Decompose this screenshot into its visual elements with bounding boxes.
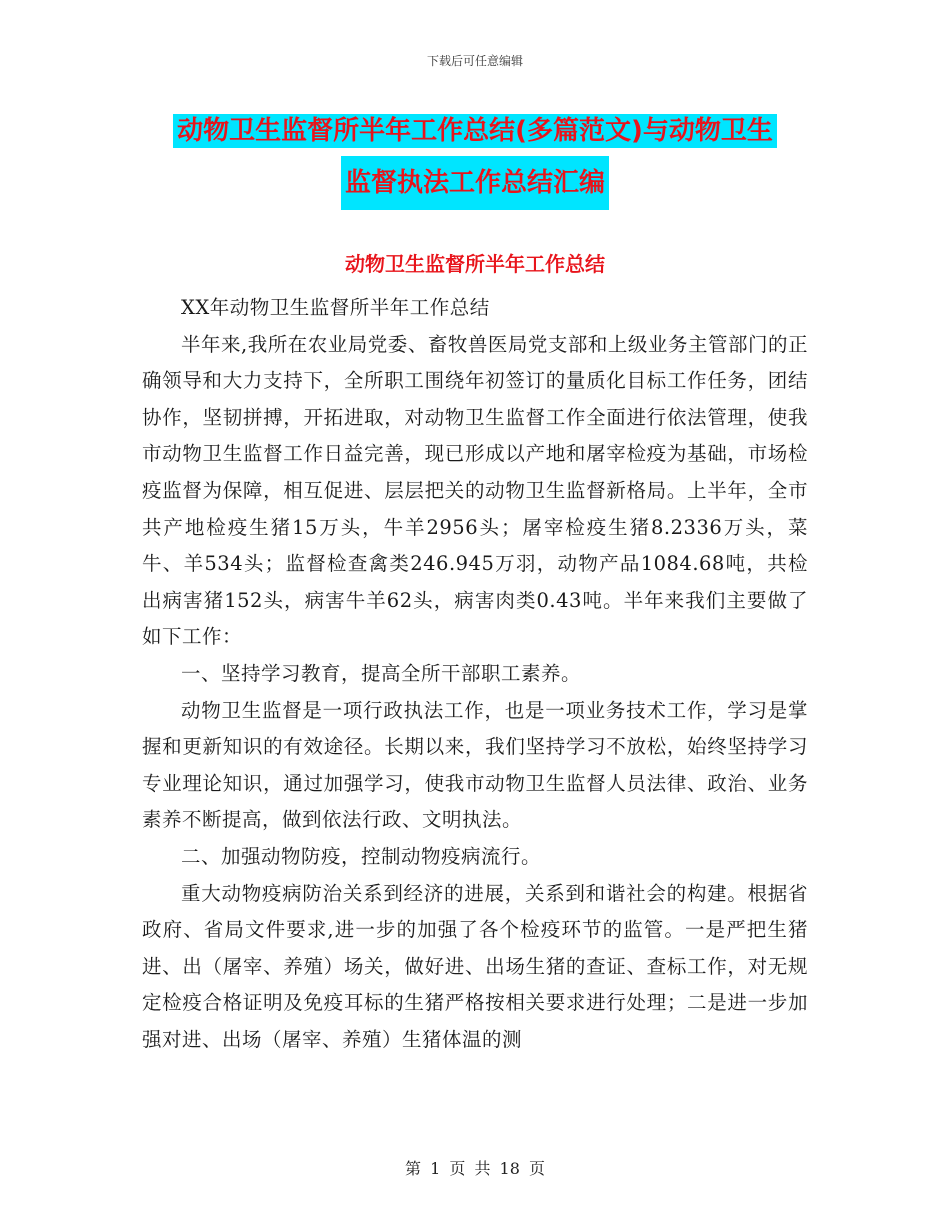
document-title-line1: 动物卫生监督所半年工作总结(多篇范文)与动物卫生 [173,114,777,148]
paragraph-heading-1: 一、坚持学习教育，提高全所干部职工素养。 [181,661,582,685]
paragraph: 半年来,我所在农业局党委、畜牧兽医局党支部和上级业务主管部门的正确领导和大力支持下，全所职工围绕年初签订的量质化目标工作任务，团结协作，坚韧拼搏，开拓进取，对动物卫生监督工作全面进行依法管理，使我市动物卫生监督工作日益完善，现已形成以产地和屠宰检疫为基础，市场检疫监督为保障，相互促进、层层把关的动物卫生监督新格局。上半年，全市共产地检疫生猪15万头，牛羊2956头；屠宰检疫生猪8.2336万头，菜牛、羊534头；监督检查禽类246.945万羽，动物产品1084.68吨，共检出病害猪152头，病害牛羊62头，病害肉类0.43吨。半年来我们主要做了如下工作： [142,332,808,649]
document-body [142,290,808,1058]
paragraph-subtitle: XX年动物卫生监督所半年工作总结 [181,296,490,319]
paragraph-heading-2: 二、加强动物防疫，控制动物疫病流行。 [181,844,542,868]
paragraph: 动物卫生监督是一项行政执法工作，也是一项业务技术工作，学习是掌握和更新知识的有效途径。长期以来，我们坚持学习不放松，始终坚持学习专业理论知识，通过加强学习，使我市动物卫生监督人员法律、政治、业务素养不断提高，做到依法行政、文明执法。 [142,698,808,832]
document-title-line2: 监督执法工作总结汇编 [341,156,609,210]
page-number-footer: 第 1 页 共 18 页 [405,1159,545,1178]
paragraph: 重大动物疫病防治关系到经济的进展，关系到和谐社会的构建。根据省政府、省局文件要求,进一步的加强了各个检疫环节的监管。一是严把生猪进、出（屠宰、养殖）场关，做好进、出场生猪的查证、查标工作，对无规定检疫合格证明及免疫耳标的生猪严格按相关要求进行处理；二是进一步加强对进、出场（屠宰、养殖）生猪体温的测 [142,881,808,1051]
document-title [0,106,950,210]
header-note: 下载后可任意编辑 [426,54,523,68]
section-title: 动物卫生监督所半年工作总结 [345,252,605,276]
